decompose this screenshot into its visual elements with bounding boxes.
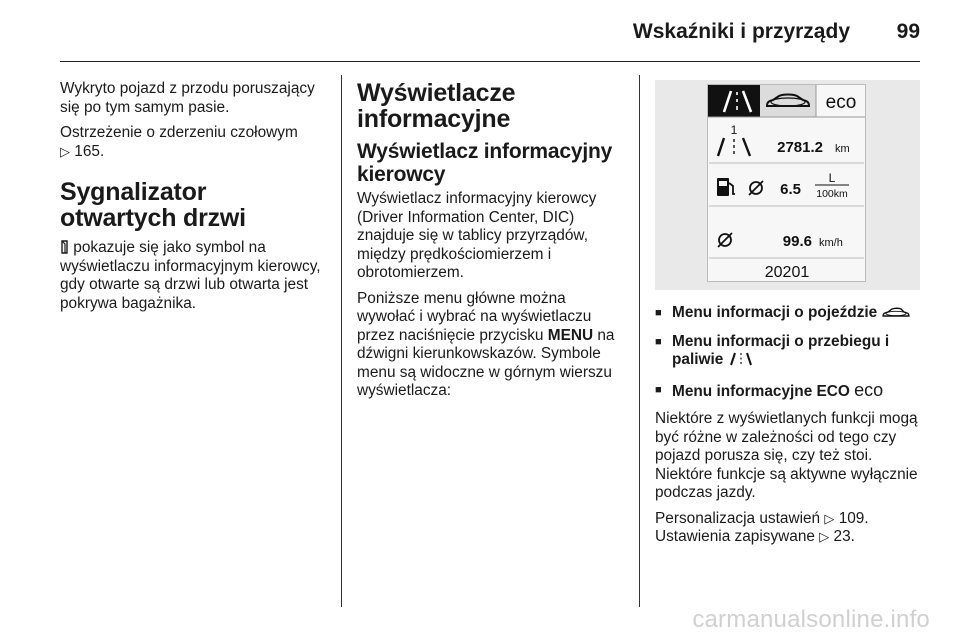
paragraph-menu-access (357, 290, 625, 401)
paragraph-dic-location: Wyświetlacz informacyjny kierowcy (Driver Information Center, DIC) znajduje się w tablicy przyrządów, między prędkościomierzem i obrotomierzem. (357, 190, 597, 281)
page-number: 99 (896, 20, 920, 43)
dic-trip-unit: km (835, 143, 850, 155)
dic-fuel-value: 6.5 (780, 181, 801, 198)
page-header (60, 0, 920, 62)
menu-access-text-before: Poniższe menu główne można wywołać i wybrać na wyświetlaczu przez naciśnięcie przycisku (357, 289, 592, 344)
arrow-ref-icon: ▷ (819, 529, 830, 544)
watermark: carmanualsonline.info (692, 606, 930, 633)
list-item-label: Menu informacji o przebiegu i paliwie (672, 332, 890, 368)
paragraph-vehicle-detected: Wykryto pojazd z przodu poruszający się po tym samym pasie. (60, 80, 315, 116)
car-icon (882, 305, 910, 324)
dic-screen (707, 84, 866, 282)
list-item-trip-fuel-menu (655, 333, 923, 372)
dic-display-illustration (655, 80, 920, 290)
dic-screen-graphic (707, 84, 866, 282)
eco-icon: eco (854, 379, 884, 400)
paragraph-door-indicator (60, 239, 328, 313)
door-indicator-text: pokazuje się jako symbol na wyświetlaczu informacyjnym kierowcy, gdy otwarte są drzwi lub otwarta jest pokrywa bagażnika. (60, 239, 321, 312)
dic-odometer: 20201 (764, 264, 810, 281)
personalization-page-link[interactable]: 109. (838, 509, 869, 527)
dic-speed-unit: km/h (819, 237, 843, 249)
page-title: Wskaźniki i przyrządy (632, 20, 850, 43)
saved-settings-text: Ustawienia zapisywane (655, 528, 815, 545)
menu-button-label: MENU (547, 326, 594, 344)
list-item-label: Menu informacji o pojeździe (672, 304, 878, 321)
list-item-label: Menu informacyjne ECO (672, 382, 850, 400)
dic-trip-number: 1 (730, 123, 738, 137)
heading-info-displays: Wyświetlacze informacyjne (357, 79, 516, 133)
dic-trip-value: 2781.2 (777, 139, 823, 156)
paragraph-collision-warning (60, 124, 328, 161)
menu-access-text-after: na dźwigni kierunkowskazów. Symbole menu są widoczne w górnym wierszu wyświetlacza: (357, 326, 615, 399)
dic-fuel-unit-bottom: 100km (816, 188, 848, 200)
heading-driver-info-center: Wyświetlacz informacyjny kierowcy (357, 140, 613, 186)
paragraph-functions-note: Niektóre z wyświetlanych funkcji mogą być różne w zależności od tego czy pojazd porusza się, czy też stoi. Niektóre funkcje są aktywne wyłącznie podczas jazdy. (655, 410, 918, 501)
dic-speed-value: 99.6 (782, 233, 812, 250)
column-divider-right (639, 75, 640, 607)
road-lanes-icon (728, 352, 754, 372)
list-item-eco-menu (655, 381, 923, 402)
collision-warning-page-link[interactable]: 165. (74, 142, 105, 160)
arrow-ref-icon: ▷ (60, 143, 70, 159)
right-column (655, 304, 923, 554)
menu-list (655, 304, 923, 401)
paragraph-personalization (655, 510, 923, 547)
dic-fuel-unit-top: L (828, 171, 836, 185)
left-column (60, 80, 328, 320)
door-open-icon (60, 240, 69, 254)
list-item-vehicle-menu (655, 304, 923, 324)
heading-door-indicator: Sygnalizator otwartych drzwi (60, 178, 246, 232)
collision-warning-text: Ostrzeżenie o zderzeniu czołowym (60, 124, 298, 141)
saved-settings-page-link[interactable]: 23. (833, 528, 855, 545)
middle-column (357, 80, 625, 408)
arrow-ref-icon: ▷ (824, 510, 835, 526)
column-divider-left (341, 75, 342, 607)
dic-tab-eco: eco (825, 92, 857, 113)
personalization-text: Personalizacja ustawień (655, 509, 821, 527)
